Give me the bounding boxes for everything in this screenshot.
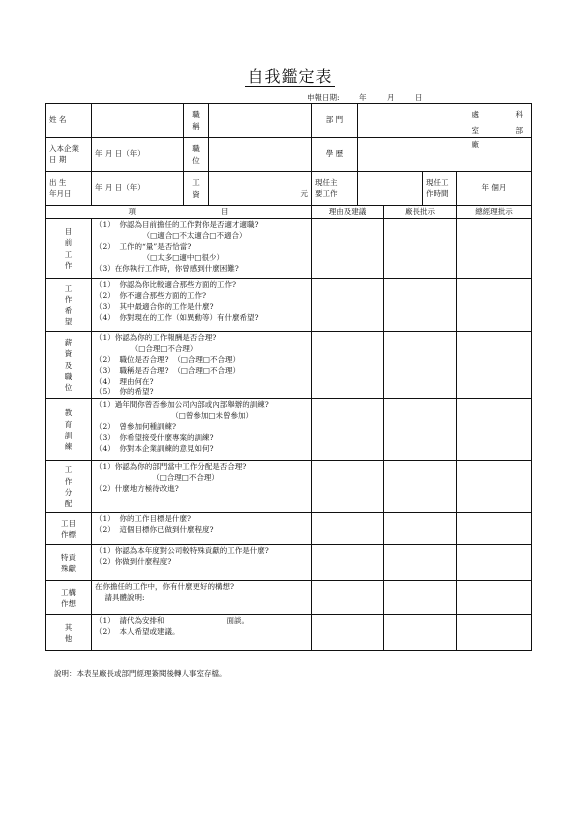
factory-cell[interactable] — [384, 332, 457, 399]
section-row — [46, 513, 532, 545]
section-questions — [92, 545, 312, 581]
section-label: 教 育 訓 練 — [46, 399, 92, 461]
question-line: 在你擔任的工作中，你有什麼更好的構想? — [95, 582, 235, 592]
manager-cell[interactable] — [457, 461, 532, 513]
section-questions — [92, 461, 312, 513]
factory-cell[interactable] — [384, 461, 457, 513]
dept-unit-ke: 科 — [515, 110, 523, 119]
position-label: 職 稱 — [184, 104, 209, 138]
factory-cell[interactable] — [384, 615, 457, 651]
manager-header: 總經理批示 — [457, 206, 532, 219]
reason-cell[interactable] — [312, 545, 384, 581]
section-questions — [92, 513, 312, 545]
reason-cell[interactable] — [312, 279, 384, 332]
question-line: （2）什麼地方極待改進? — [95, 484, 179, 493]
dept-label: 部 門 — [312, 104, 358, 138]
section-label: 工 作 分 配 — [46, 461, 92, 513]
section-questions — [92, 332, 312, 399]
question-line: （□太多□適中□很少） — [95, 252, 224, 262]
reason-cell[interactable] — [312, 399, 384, 461]
question-line: （2） 本人希望或建議。 — [95, 627, 180, 637]
section-row — [46, 461, 532, 513]
footer-note: 說明：本表呈廠長或部門經理簽閱後轉人事室存檔。 — [54, 669, 227, 678]
reason-cell[interactable] — [312, 615, 384, 651]
question-line: （□合理□不合理） — [95, 473, 219, 483]
manager-cell[interactable] — [457, 513, 532, 545]
position-field[interactable] — [209, 104, 312, 138]
question-line: （1） 請代為安排和 面談。 — [95, 616, 250, 626]
question-line: （1） 你的工作目標是什麼? — [95, 514, 192, 524]
birth-field[interactable]: 年 月 日（年） — [92, 172, 184, 206]
manager-cell[interactable] — [457, 399, 532, 461]
post-field[interactable] — [209, 138, 312, 172]
manager-cell[interactable] — [457, 581, 532, 615]
section-label: 目 前 工 作 — [46, 219, 92, 279]
wage-field[interactable] — [209, 172, 312, 206]
section-label: 薪 資 及 職 位 — [46, 332, 92, 399]
manager-cell[interactable] — [457, 545, 532, 581]
name-field[interactable] — [92, 104, 184, 138]
question-line: （1）過年間你曾否參加公司內部或內部舉辦的訓練? — [95, 400, 269, 410]
main-job-field[interactable] — [358, 172, 423, 206]
declare-date-label: 申報日期: — [307, 93, 340, 102]
question-line: （5） 你的希望? — [95, 387, 154, 397]
section-label: 工目 作標 — [46, 513, 92, 545]
form-title: 自我鑑定表 — [247, 67, 333, 86]
work-time-field[interactable]: 年 個月 — [457, 172, 532, 206]
declare-year: 年 — [359, 93, 367, 102]
declare-day: 日 — [415, 93, 423, 102]
post-label: 職 位 — [184, 138, 209, 172]
section-row — [46, 332, 532, 399]
question-line: （1）你認為你的工作報酬是否合理? — [95, 333, 217, 342]
question-line: （1）你認為你的部門當中工作分配是否合理? — [95, 462, 247, 472]
reason-cell[interactable] — [312, 513, 384, 545]
manager-cell[interactable] — [457, 279, 532, 332]
section-label: 其 他 — [46, 615, 92, 651]
education-label: 學 歷 — [312, 138, 358, 172]
dept-unit-shi: 室 — [471, 126, 479, 135]
question-line: （3） 你希望接受什麼專案的訓練? — [95, 432, 214, 442]
dept-unit-bu: 部 — [515, 126, 523, 135]
reason-header: 理由及建議 — [312, 206, 384, 219]
question-line: （2） 職位是否合理? （□合理□不合理） — [95, 354, 241, 364]
wage-label: 工 資 — [184, 172, 209, 206]
question-line: （2） 你不適合那些方面的工作? — [95, 290, 207, 300]
dept-unit-chu: 處 — [471, 110, 479, 119]
item-header: 項 目 — [46, 206, 312, 219]
section-label: 特貢 殊獻 — [46, 545, 92, 581]
section-label: 工 作 希 望 — [46, 279, 92, 332]
factory-cell[interactable] — [384, 581, 457, 615]
manager-cell[interactable] — [457, 615, 532, 651]
manager-cell[interactable] — [457, 332, 532, 399]
section-row — [46, 399, 532, 461]
factory-cell[interactable] — [384, 279, 457, 332]
declare-month: 月 — [387, 93, 395, 102]
section-row — [46, 279, 532, 332]
section-row — [46, 545, 532, 581]
question-line: （2） 這個目標你已做到什麼程度? — [95, 525, 214, 535]
factory-cell[interactable] — [384, 219, 457, 279]
join-date-field[interactable]: 年 月 日（年） — [92, 138, 184, 172]
section-questions — [92, 615, 312, 651]
reason-cell[interactable] — [312, 219, 384, 279]
section-row — [46, 581, 532, 615]
factory-cell[interactable] — [384, 513, 457, 545]
question-line: （□曾參加□未曾參加） — [95, 411, 253, 421]
education-unit: 廠 — [471, 140, 479, 149]
question-line: 請具體說明: — [95, 593, 145, 603]
section-questions — [92, 581, 312, 615]
question-line: （3） 職稱是否合理? （□合理□不合理） — [95, 365, 241, 375]
question-line: （2）你做到什麼程度? — [95, 557, 172, 567]
question-line: （3）在你執行工作時，你曾感到什麼困難? — [95, 263, 239, 273]
question-line: （4） 理由何在? — [95, 376, 154, 386]
birth-label: 出 生 年月日 — [46, 172, 92, 206]
dept-field[interactable] — [358, 104, 532, 138]
section-label: 工構 作想 — [46, 581, 92, 615]
question-line: （2） 曾參加何種訓練? — [95, 422, 177, 431]
join-date-label: 入本企業 日 期 — [46, 138, 92, 172]
education-field[interactable] — [358, 138, 532, 172]
factory-cell[interactable] — [384, 545, 457, 581]
question-line: （2） 工作的“量”是否恰當? — [95, 241, 192, 251]
question-line: （□合理□不合理） — [95, 343, 198, 353]
reason-cell[interactable] — [312, 461, 384, 513]
main-job-label: 現任主 要工作 — [312, 172, 358, 206]
factory-header: 廠長批示 — [384, 206, 457, 219]
reason-cell[interactable] — [312, 581, 384, 615]
section-questions — [92, 219, 312, 279]
section-row — [46, 219, 532, 279]
name-label: 姓 名 — [46, 104, 92, 138]
question-line: （3） 其中最適合你的工作是什麼? — [95, 301, 214, 311]
question-line: （1） 你認為你比較適合那些方面的工作? — [95, 280, 237, 289]
factory-cell[interactable] — [384, 399, 457, 461]
question-line: （□適合□不太適合□不適合） — [95, 230, 247, 240]
self-assessment-table — [45, 103, 532, 651]
wage-unit: 元 — [300, 188, 308, 198]
question-line: （1） 你認為目前擔任的工作對你是否適才適職? — [95, 220, 259, 229]
question-line: （4） 你對本企業訓練的意見如何? — [95, 443, 214, 453]
section-questions — [92, 279, 312, 332]
section-row — [46, 615, 532, 651]
work-time-label: 現任工 作時間 — [423, 172, 457, 206]
question-line: （1）你認為本年度對公司較特殊貢獻的工作是什麼? — [95, 546, 269, 556]
question-line: （4） 你對現在的工作（如異動等）有什麼希望? — [95, 312, 259, 322]
section-questions — [92, 399, 312, 461]
manager-cell[interactable] — [457, 219, 532, 279]
reason-cell[interactable] — [312, 332, 384, 399]
